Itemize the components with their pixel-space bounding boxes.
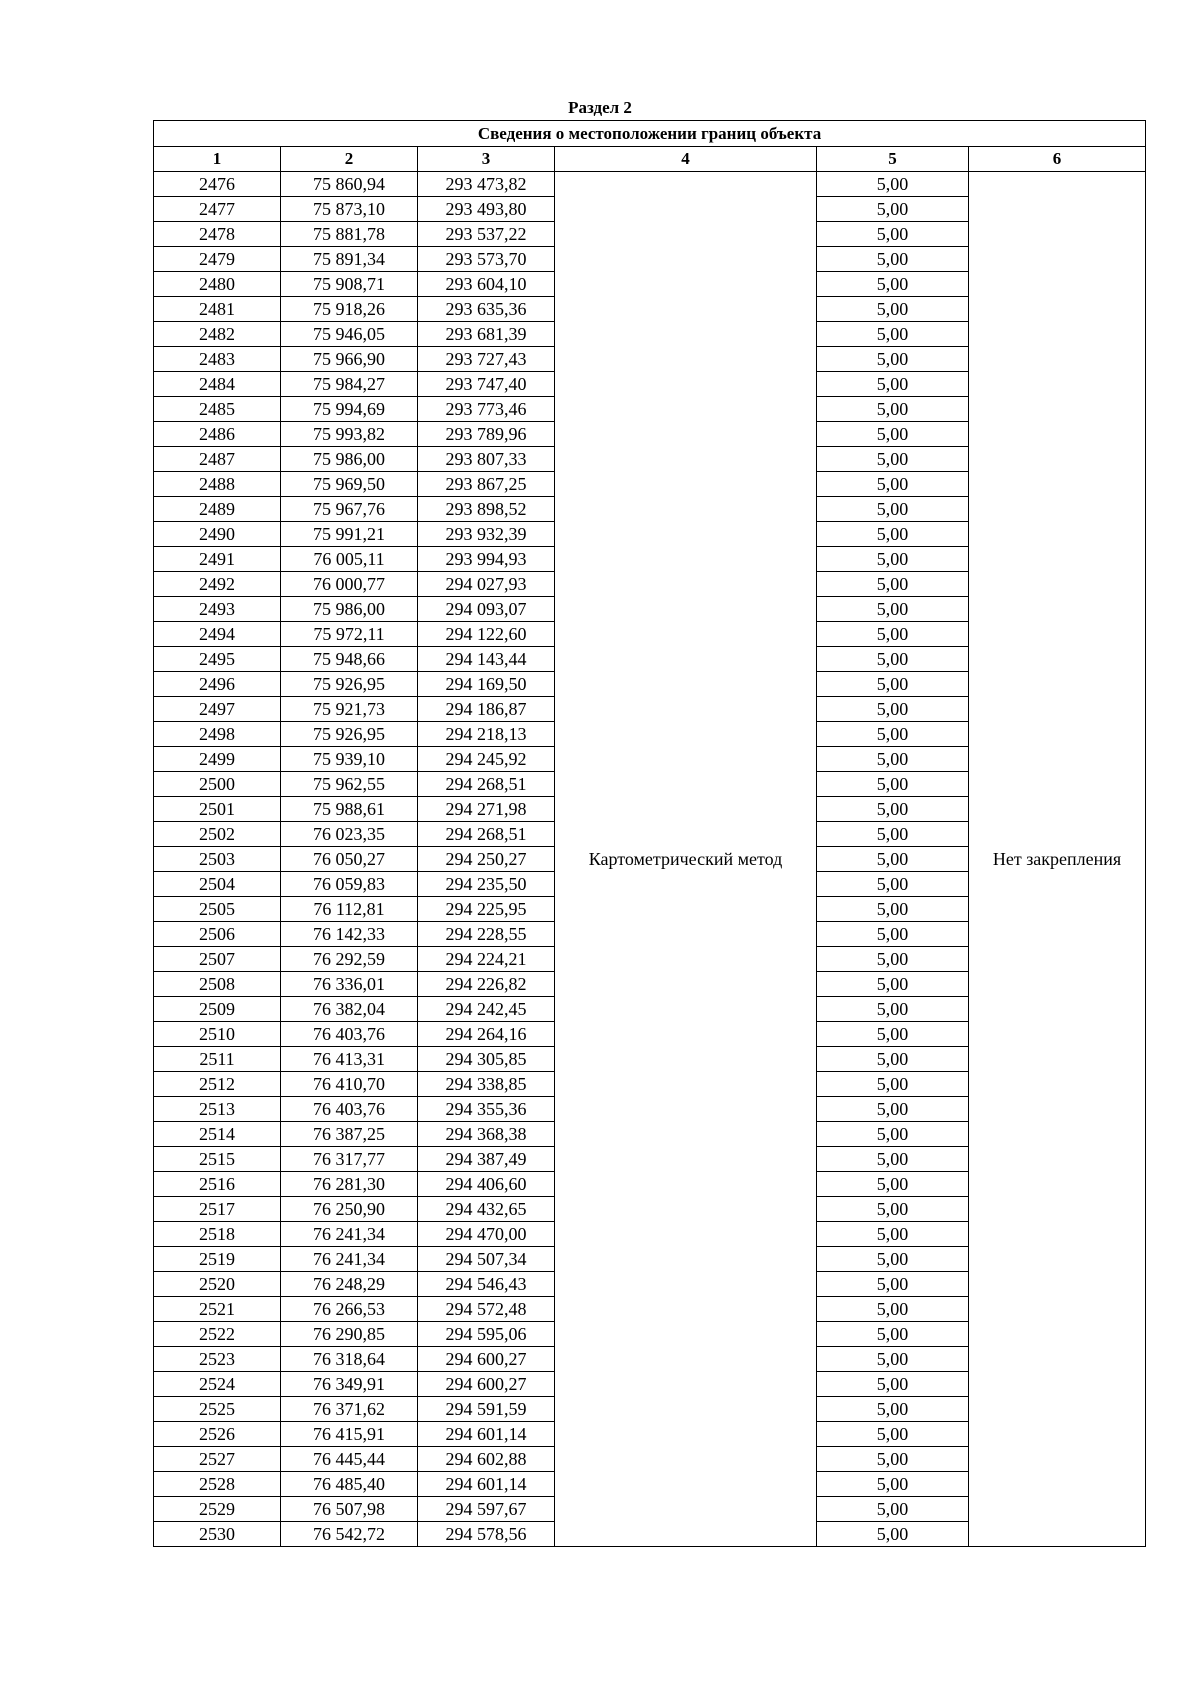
accuracy-cell: 5,00 xyxy=(817,997,969,1022)
y-coordinate-cell: 294 601,14 xyxy=(418,1422,555,1447)
x-coordinate-cell: 75 986,00 xyxy=(281,447,418,472)
column-number: 1 xyxy=(154,147,281,172)
x-coordinate-cell: 75 881,78 xyxy=(281,222,418,247)
accuracy-cell: 5,00 xyxy=(817,322,969,347)
accuracy-cell: 5,00 xyxy=(817,272,969,297)
point-number-cell: 2506 xyxy=(154,922,281,947)
y-coordinate-cell: 294 268,51 xyxy=(418,772,555,797)
accuracy-cell: 5,00 xyxy=(817,847,969,872)
accuracy-cell: 5,00 xyxy=(817,1497,969,1522)
y-coordinate-cell: 294 186,87 xyxy=(418,697,555,722)
accuracy-cell: 5,00 xyxy=(817,372,969,397)
x-coordinate-cell: 76 000,77 xyxy=(281,572,418,597)
accuracy-cell: 5,00 xyxy=(817,597,969,622)
y-coordinate-cell: 294 601,14 xyxy=(418,1472,555,1497)
point-number-cell: 2489 xyxy=(154,497,281,522)
accuracy-cell: 5,00 xyxy=(817,872,969,897)
point-number-cell: 2503 xyxy=(154,847,281,872)
y-coordinate-cell: 294 600,27 xyxy=(418,1372,555,1397)
y-coordinate-cell: 293 727,43 xyxy=(418,347,555,372)
accuracy-cell: 5,00 xyxy=(817,197,969,222)
point-number-cell: 2524 xyxy=(154,1372,281,1397)
y-coordinate-cell: 294 602,88 xyxy=(418,1447,555,1472)
point-number-cell: 2507 xyxy=(154,947,281,972)
y-coordinate-cell: 293 493,80 xyxy=(418,197,555,222)
point-number-cell: 2481 xyxy=(154,297,281,322)
y-coordinate-cell: 294 305,85 xyxy=(418,1047,555,1072)
y-coordinate-cell: 294 597,67 xyxy=(418,1497,555,1522)
x-coordinate-cell: 76 382,04 xyxy=(281,997,418,1022)
y-coordinate-cell: 293 747,40 xyxy=(418,372,555,397)
x-coordinate-cell: 76 542,72 xyxy=(281,1522,418,1547)
y-coordinate-cell: 293 867,25 xyxy=(418,472,555,497)
accuracy-cell: 5,00 xyxy=(817,472,969,497)
y-coordinate-cell: 293 807,33 xyxy=(418,447,555,472)
y-coordinate-cell: 294 572,48 xyxy=(418,1297,555,1322)
point-number-cell: 2477 xyxy=(154,197,281,222)
point-number-cell: 2482 xyxy=(154,322,281,347)
y-coordinate-cell: 293 604,10 xyxy=(418,272,555,297)
accuracy-cell: 5,00 xyxy=(817,747,969,772)
y-coordinate-cell: 294 600,27 xyxy=(418,1347,555,1372)
accuracy-cell: 5,00 xyxy=(817,397,969,422)
y-coordinate-cell: 294 271,98 xyxy=(418,797,555,822)
x-coordinate-cell: 76 318,64 xyxy=(281,1347,418,1372)
boundary-coordinates-table xyxy=(153,120,1146,1547)
accuracy-cell: 5,00 xyxy=(817,822,969,847)
x-coordinate-cell: 76 415,91 xyxy=(281,1422,418,1447)
x-coordinate-cell: 75 967,76 xyxy=(281,497,418,522)
y-coordinate-cell: 294 338,85 xyxy=(418,1072,555,1097)
point-number-cell: 2479 xyxy=(154,247,281,272)
x-coordinate-cell: 75 918,26 xyxy=(281,297,418,322)
accuracy-cell: 5,00 xyxy=(817,1047,969,1072)
x-coordinate-cell: 76 317,77 xyxy=(281,1147,418,1172)
y-coordinate-cell: 294 507,34 xyxy=(418,1247,555,1272)
accuracy-cell: 5,00 xyxy=(817,1022,969,1047)
x-coordinate-cell: 76 059,83 xyxy=(281,872,418,897)
column-number: 3 xyxy=(418,147,555,172)
y-coordinate-cell: 293 898,52 xyxy=(418,497,555,522)
y-coordinate-cell: 294 242,45 xyxy=(418,997,555,1022)
y-coordinate-cell: 294 143,44 xyxy=(418,647,555,672)
point-number-cell: 2523 xyxy=(154,1347,281,1372)
x-coordinate-cell: 75 908,71 xyxy=(281,272,418,297)
point-number-cell: 2502 xyxy=(154,822,281,847)
point-number-cell: 2521 xyxy=(154,1297,281,1322)
x-coordinate-cell: 76 142,33 xyxy=(281,922,418,947)
point-number-cell: 2510 xyxy=(154,1022,281,1047)
point-number-cell: 2515 xyxy=(154,1147,281,1172)
point-number-cell: 2490 xyxy=(154,522,281,547)
x-coordinate-cell: 76 445,44 xyxy=(281,1447,418,1472)
point-number-cell: 2498 xyxy=(154,722,281,747)
accuracy-cell: 5,00 xyxy=(817,1397,969,1422)
y-coordinate-cell: 294 027,93 xyxy=(418,572,555,597)
y-coordinate-cell: 294 250,27 xyxy=(418,847,555,872)
y-coordinate-cell: 293 473,82 xyxy=(418,172,555,197)
accuracy-cell: 5,00 xyxy=(817,622,969,647)
x-coordinate-cell: 75 873,10 xyxy=(281,197,418,222)
x-coordinate-cell: 75 921,73 xyxy=(281,697,418,722)
accuracy-cell: 5,00 xyxy=(817,1097,969,1122)
x-coordinate-cell: 76 241,34 xyxy=(281,1247,418,1272)
accuracy-cell: 5,00 xyxy=(817,772,969,797)
x-coordinate-cell: 76 485,40 xyxy=(281,1472,418,1497)
point-number-cell: 2497 xyxy=(154,697,281,722)
x-coordinate-cell: 76 507,98 xyxy=(281,1497,418,1522)
x-coordinate-cell: 76 050,27 xyxy=(281,847,418,872)
accuracy-cell: 5,00 xyxy=(817,522,969,547)
accuracy-cell: 5,00 xyxy=(817,1272,969,1297)
y-coordinate-cell: 294 268,51 xyxy=(418,822,555,847)
point-number-cell: 2500 xyxy=(154,772,281,797)
point-number-cell: 2478 xyxy=(154,222,281,247)
accuracy-cell: 5,00 xyxy=(817,1297,969,1322)
y-coordinate-cell: 294 432,65 xyxy=(418,1197,555,1222)
point-number-cell: 2499 xyxy=(154,747,281,772)
accuracy-cell: 5,00 xyxy=(817,1197,969,1222)
accuracy-cell: 5,00 xyxy=(817,572,969,597)
x-coordinate-cell: 75 966,90 xyxy=(281,347,418,372)
method-cell: Картометрический метод xyxy=(555,172,817,1547)
y-coordinate-cell: 294 591,59 xyxy=(418,1397,555,1422)
y-coordinate-cell: 294 224,21 xyxy=(418,947,555,972)
x-coordinate-cell: 76 403,76 xyxy=(281,1022,418,1047)
point-number-cell: 2514 xyxy=(154,1122,281,1147)
column-number: 6 xyxy=(969,147,1146,172)
x-coordinate-cell: 76 403,76 xyxy=(281,1097,418,1122)
y-coordinate-cell: 294 406,60 xyxy=(418,1172,555,1197)
accuracy-cell: 5,00 xyxy=(817,722,969,747)
y-coordinate-cell: 294 578,56 xyxy=(418,1522,555,1547)
point-number-cell: 2519 xyxy=(154,1247,281,1272)
accuracy-cell: 5,00 xyxy=(817,647,969,672)
y-coordinate-cell: 293 994,93 xyxy=(418,547,555,572)
accuracy-cell: 5,00 xyxy=(817,172,969,197)
accuracy-cell: 5,00 xyxy=(817,297,969,322)
y-coordinate-cell: 294 368,38 xyxy=(418,1122,555,1147)
point-number-cell: 2505 xyxy=(154,897,281,922)
accuracy-cell: 5,00 xyxy=(817,1447,969,1472)
point-number-cell: 2486 xyxy=(154,422,281,447)
x-coordinate-cell: 75 994,69 xyxy=(281,397,418,422)
x-coordinate-cell: 76 371,62 xyxy=(281,1397,418,1422)
x-coordinate-cell: 75 986,00 xyxy=(281,597,418,622)
x-coordinate-cell: 75 948,66 xyxy=(281,647,418,672)
point-number-cell: 2488 xyxy=(154,472,281,497)
y-coordinate-cell: 294 169,50 xyxy=(418,672,555,697)
accuracy-cell: 5,00 xyxy=(817,672,969,697)
x-coordinate-cell: 75 926,95 xyxy=(281,722,418,747)
x-coordinate-cell: 76 023,35 xyxy=(281,822,418,847)
y-coordinate-cell: 294 546,43 xyxy=(418,1272,555,1297)
x-coordinate-cell: 76 387,25 xyxy=(281,1122,418,1147)
x-coordinate-cell: 75 991,21 xyxy=(281,522,418,547)
y-coordinate-cell: 294 228,55 xyxy=(418,922,555,947)
accuracy-cell: 5,00 xyxy=(817,1472,969,1497)
y-coordinate-cell: 294 245,92 xyxy=(418,747,555,772)
point-number-cell: 2526 xyxy=(154,1422,281,1447)
point-number-cell: 2522 xyxy=(154,1322,281,1347)
y-coordinate-cell: 293 681,39 xyxy=(418,322,555,347)
point-number-cell: 2476 xyxy=(154,172,281,197)
column-number: 4 xyxy=(555,147,817,172)
x-coordinate-cell: 76 290,85 xyxy=(281,1322,418,1347)
x-coordinate-cell: 75 860,94 xyxy=(281,172,418,197)
y-coordinate-cell: 294 225,95 xyxy=(418,897,555,922)
accuracy-cell: 5,00 xyxy=(817,1322,969,1347)
point-number-cell: 2516 xyxy=(154,1172,281,1197)
x-coordinate-cell: 76 413,31 xyxy=(281,1047,418,1072)
accuracy-cell: 5,00 xyxy=(817,897,969,922)
x-coordinate-cell: 76 292,59 xyxy=(281,947,418,972)
fixation-cell: Нет закрепления xyxy=(969,172,1146,1547)
x-coordinate-cell: 75 988,61 xyxy=(281,797,418,822)
accuracy-cell: 5,00 xyxy=(817,1247,969,1272)
x-coordinate-cell: 75 946,05 xyxy=(281,322,418,347)
point-number-cell: 2517 xyxy=(154,1197,281,1222)
x-coordinate-cell: 75 969,50 xyxy=(281,472,418,497)
y-coordinate-cell: 293 773,46 xyxy=(418,397,555,422)
point-number-cell: 2495 xyxy=(154,647,281,672)
accuracy-cell: 5,00 xyxy=(817,1172,969,1197)
y-coordinate-cell: 294 355,36 xyxy=(418,1097,555,1122)
point-number-cell: 2528 xyxy=(154,1472,281,1497)
x-coordinate-cell: 76 248,29 xyxy=(281,1272,418,1297)
point-number-cell: 2494 xyxy=(154,622,281,647)
y-coordinate-cell: 294 226,82 xyxy=(418,972,555,997)
x-coordinate-cell: 76 241,34 xyxy=(281,1222,418,1247)
point-number-cell: 2491 xyxy=(154,547,281,572)
point-number-cell: 2501 xyxy=(154,797,281,822)
y-coordinate-cell: 293 789,96 xyxy=(418,422,555,447)
point-number-cell: 2485 xyxy=(154,397,281,422)
y-coordinate-cell: 293 635,36 xyxy=(418,297,555,322)
accuracy-cell: 5,00 xyxy=(817,222,969,247)
x-coordinate-cell: 76 112,81 xyxy=(281,897,418,922)
accuracy-cell: 5,00 xyxy=(817,1522,969,1547)
x-coordinate-cell: 75 962,55 xyxy=(281,772,418,797)
accuracy-cell: 5,00 xyxy=(817,447,969,472)
accuracy-cell: 5,00 xyxy=(817,547,969,572)
point-number-cell: 2487 xyxy=(154,447,281,472)
x-coordinate-cell: 75 926,95 xyxy=(281,672,418,697)
accuracy-cell: 5,00 xyxy=(817,1422,969,1447)
y-coordinate-cell: 294 595,06 xyxy=(418,1322,555,1347)
x-coordinate-cell: 76 336,01 xyxy=(281,972,418,997)
y-coordinate-cell: 294 235,50 xyxy=(418,872,555,897)
point-number-cell: 2483 xyxy=(154,347,281,372)
accuracy-cell: 5,00 xyxy=(817,947,969,972)
point-number-cell: 2504 xyxy=(154,872,281,897)
point-number-cell: 2525 xyxy=(154,1397,281,1422)
point-number-cell: 2512 xyxy=(154,1072,281,1097)
point-number-cell: 2527 xyxy=(154,1447,281,1472)
y-coordinate-cell: 293 573,70 xyxy=(418,247,555,272)
y-coordinate-cell: 293 932,39 xyxy=(418,522,555,547)
point-number-cell: 2492 xyxy=(154,572,281,597)
y-coordinate-cell: 293 537,22 xyxy=(418,222,555,247)
point-number-cell: 2518 xyxy=(154,1222,281,1247)
accuracy-cell: 5,00 xyxy=(817,1072,969,1097)
x-coordinate-cell: 76 250,90 xyxy=(281,1197,418,1222)
x-coordinate-cell: 76 349,91 xyxy=(281,1372,418,1397)
x-coordinate-cell: 76 410,70 xyxy=(281,1072,418,1097)
accuracy-cell: 5,00 xyxy=(817,422,969,447)
column-number-row xyxy=(154,147,1146,172)
point-number-cell: 2530 xyxy=(154,1522,281,1547)
point-number-cell: 2529 xyxy=(154,1497,281,1522)
accuracy-cell: 5,00 xyxy=(817,247,969,272)
y-coordinate-cell: 294 218,13 xyxy=(418,722,555,747)
column-number: 5 xyxy=(817,147,969,172)
table-caption: Сведения о местоположении границ объекта xyxy=(154,121,1146,147)
x-coordinate-cell: 75 939,10 xyxy=(281,747,418,772)
column-number: 2 xyxy=(281,147,418,172)
point-number-cell: 2496 xyxy=(154,672,281,697)
table-body xyxy=(154,172,1146,1547)
point-number-cell: 2484 xyxy=(154,372,281,397)
x-coordinate-cell: 75 993,82 xyxy=(281,422,418,447)
point-number-cell: 2520 xyxy=(154,1272,281,1297)
accuracy-cell: 5,00 xyxy=(817,922,969,947)
point-number-cell: 2511 xyxy=(154,1047,281,1072)
accuracy-cell: 5,00 xyxy=(817,1222,969,1247)
accuracy-cell: 5,00 xyxy=(817,1372,969,1397)
y-coordinate-cell: 294 093,07 xyxy=(418,597,555,622)
accuracy-cell: 5,00 xyxy=(817,797,969,822)
x-coordinate-cell: 75 891,34 xyxy=(281,247,418,272)
x-coordinate-cell: 75 984,27 xyxy=(281,372,418,397)
y-coordinate-cell: 294 264,16 xyxy=(418,1022,555,1047)
point-number-cell: 2509 xyxy=(154,997,281,1022)
section-title: Раздел 2 xyxy=(568,98,632,117)
x-coordinate-cell: 76 281,30 xyxy=(281,1172,418,1197)
table-row xyxy=(154,172,1146,197)
x-coordinate-cell: 75 972,11 xyxy=(281,622,418,647)
point-number-cell: 2480 xyxy=(154,272,281,297)
accuracy-cell: 5,00 xyxy=(817,1147,969,1172)
x-coordinate-cell: 76 266,53 xyxy=(281,1297,418,1322)
accuracy-cell: 5,00 xyxy=(817,347,969,372)
accuracy-cell: 5,00 xyxy=(817,1347,969,1372)
x-coordinate-cell: 76 005,11 xyxy=(281,547,418,572)
point-number-cell: 2493 xyxy=(154,597,281,622)
y-coordinate-cell: 294 470,00 xyxy=(418,1222,555,1247)
y-coordinate-cell: 294 387,49 xyxy=(418,1147,555,1172)
point-number-cell: 2513 xyxy=(154,1097,281,1122)
accuracy-cell: 5,00 xyxy=(817,497,969,522)
accuracy-cell: 5,00 xyxy=(817,972,969,997)
point-number-cell: 2508 xyxy=(154,972,281,997)
accuracy-cell: 5,00 xyxy=(817,697,969,722)
accuracy-cell: 5,00 xyxy=(817,1122,969,1147)
y-coordinate-cell: 294 122,60 xyxy=(418,622,555,647)
